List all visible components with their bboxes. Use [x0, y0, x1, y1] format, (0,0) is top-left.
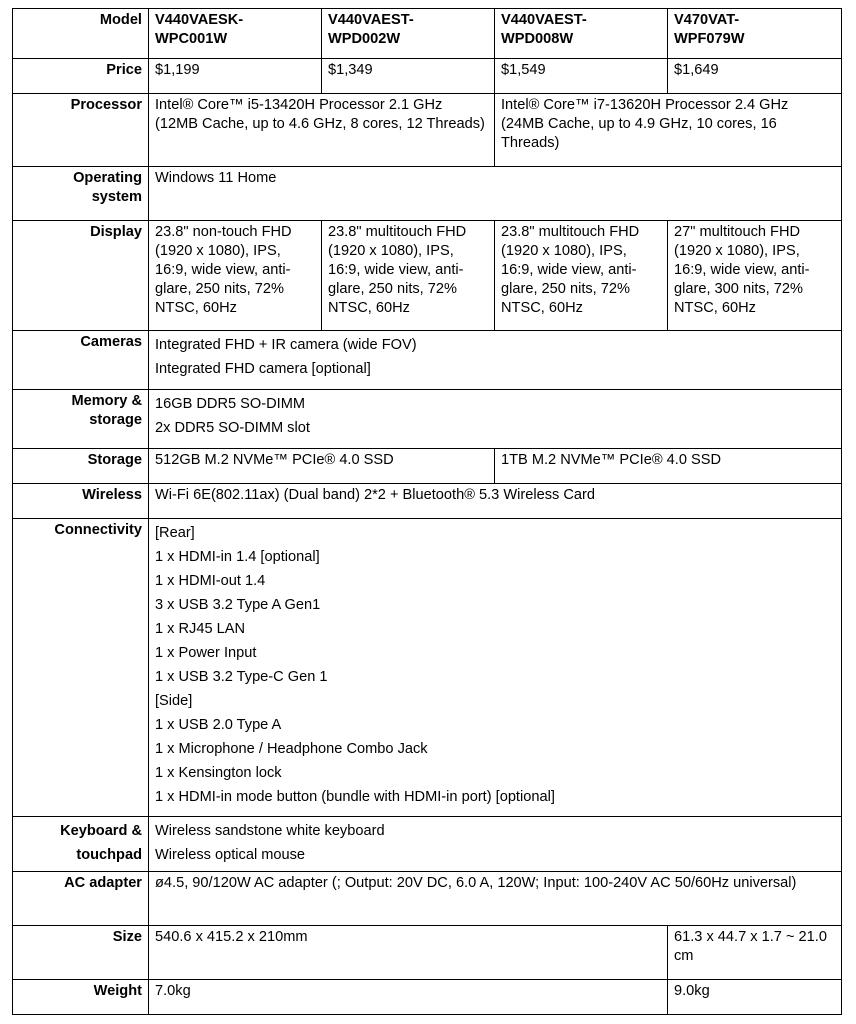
model-3 — [495, 9, 668, 59]
row-os — [13, 167, 842, 221]
price-4: $1,649 — [668, 59, 842, 94]
processor-i5: Intel® Core™ i5-13420H Processor 2.1 GHz (12MB Cache, up to 4.6 GHz, 8 cores, 12 Threads) — [149, 94, 495, 167]
label-storage: Storage — [13, 449, 149, 484]
row-keyboard — [13, 817, 842, 872]
label-wireless: Wireless — [13, 484, 149, 519]
label-display: Display — [13, 221, 149, 331]
conn-line-7: 1 x USB 3.2 Type-C Gen 1 — [155, 669, 328, 685]
conn-line-5: 1 x RJ45 LAN — [155, 621, 246, 637]
label-processor: Processor — [13, 94, 149, 167]
keyboard-line-2: Wireless optical mouse — [155, 847, 306, 863]
row-processor — [13, 94, 842, 167]
model-1 — [149, 9, 322, 59]
storage-1tb: 1TB M.2 NVMe™ PCIe® 4.0 SSD — [495, 449, 842, 484]
conn-line-12: 1 x HDMI-in mode button (bundle with HDMI-in port) [optional] — [155, 789, 555, 805]
model-2-line1: V440VAEST- — [328, 12, 414, 28]
model-2-line2: WPD002W — [328, 31, 401, 47]
row-display — [13, 221, 842, 331]
model-2 — [322, 9, 495, 59]
model-3-line1: V440VAEST- — [501, 12, 587, 28]
row-storage — [13, 449, 842, 484]
cameras-value — [149, 331, 842, 390]
label-os: Operating system — [13, 167, 149, 221]
price-1: $1,199 — [149, 59, 322, 94]
os-value: Windows 11 Home — [149, 167, 842, 221]
weight-v470: 9.0kg — [668, 980, 842, 1015]
keyboard-line-1: Wireless sandstone white keyboard — [155, 823, 385, 839]
label-price: Price — [13, 59, 149, 94]
memory-line-1: 16GB DDR5 SO-DIMM — [155, 396, 306, 412]
conn-line-2: 1 x HDMI-in 1.4 [optional] — [155, 549, 320, 565]
label-size: Size — [13, 926, 149, 980]
label-memory: Memory & storage — [13, 390, 149, 449]
model-4-line2: WPF079W — [674, 31, 745, 47]
label-cameras: Cameras — [13, 331, 149, 390]
model-3-line2: WPD008W — [501, 31, 574, 47]
model-1-line1: V440VAESK- — [155, 12, 244, 28]
row-wireless — [13, 484, 842, 519]
memory-line-2: 2x DDR5 SO-DIMM slot — [155, 420, 310, 436]
label-weight: Weight — [13, 980, 149, 1015]
camera-line-2: Integrated FHD camera [optional] — [155, 361, 371, 377]
label-keyboard: Keyboard & touchpad — [13, 817, 149, 872]
row-cameras — [13, 331, 842, 390]
display-4: 27" multitouch FHD (1920 x 1080), IPS, 16:9, wide view, anti-glare, 300 nits, 72% NTSC, 60Hz — [668, 221, 842, 331]
processor-i7: Intel® Core™ i7-13620H Processor 2.4 GHz (24MB Cache, up to 4.9 GHz, 10 cores, 16 Threads) — [495, 94, 842, 167]
label-ac-adapter: AC adapter — [13, 872, 149, 926]
spec-table — [12, 8, 842, 1015]
wireless-value: Wi-Fi 6E(802.11ax) (Dual band) 2*2 + Bluetooth® 5.3 Wireless Card — [149, 484, 842, 519]
label-connectivity: Connectivity — [13, 519, 149, 817]
price-3: $1,549 — [495, 59, 668, 94]
weight-v440: 7.0kg — [149, 980, 668, 1015]
memory-value — [149, 390, 842, 449]
conn-line-4: 3 x USB 3.2 Type A Gen1 — [155, 597, 321, 613]
display-3: 23.8" multitouch FHD (1920 x 1080), IPS, 16:9, wide view, anti-glare, 250 nits, 72% NTSC, 60Hz — [495, 221, 668, 331]
size-v440: 540.6 x 415.2 x 210mm — [149, 926, 668, 980]
conn-line-11: 1 x Kensington lock — [155, 765, 282, 781]
storage-512: 512GB M.2 NVMe™ PCIe® 4.0 SSD — [149, 449, 495, 484]
row-model — [13, 9, 842, 59]
conn-line-10: 1 x Microphone / Headphone Combo Jack — [155, 741, 428, 757]
row-ac-adapter — [13, 872, 842, 926]
row-size — [13, 926, 842, 980]
display-2: 23.8" multitouch FHD (1920 x 1080), IPS, 16:9, wide view, anti-glare, 250 nits, 72% NTSC, 60Hz — [322, 221, 495, 331]
model-1-line2: WPC001W — [155, 31, 228, 47]
conn-line-3: 1 x HDMI-out 1.4 — [155, 573, 266, 589]
row-price — [13, 59, 842, 94]
model-4 — [668, 9, 842, 59]
display-1: 23.8" non-touch FHD (1920 x 1080), IPS, 16:9, wide view, anti-glare, 250 nits, 72% NTSC, 60Hz — [149, 221, 322, 331]
conn-line-6: 1 x Power Input — [155, 645, 257, 661]
keyboard-value — [149, 817, 842, 872]
ac-adapter-value: ø4.5, 90/120W AC adapter (; Output: 20V DC, 6.0 A, 120W; Input: 100-240V AC 50/60Hz universal) — [149, 872, 842, 926]
price-2: $1,349 — [322, 59, 495, 94]
label-model: Model — [13, 9, 149, 59]
connectivity-value — [149, 519, 842, 817]
row-connectivity — [13, 519, 842, 817]
model-4-line1: V470VAT- — [674, 12, 740, 28]
conn-line-1: [Rear] — [155, 525, 195, 541]
conn-line-8: [Side] — [155, 693, 193, 709]
row-memory — [13, 390, 842, 449]
row-weight — [13, 980, 842, 1015]
camera-line-1: Integrated FHD + IR camera (wide FOV) — [155, 337, 417, 353]
conn-line-9: 1 x USB 2.0 Type A — [155, 717, 282, 733]
size-v470: 61.3 x 44.7 x 1.7 ~ 21.0 cm — [668, 926, 842, 980]
